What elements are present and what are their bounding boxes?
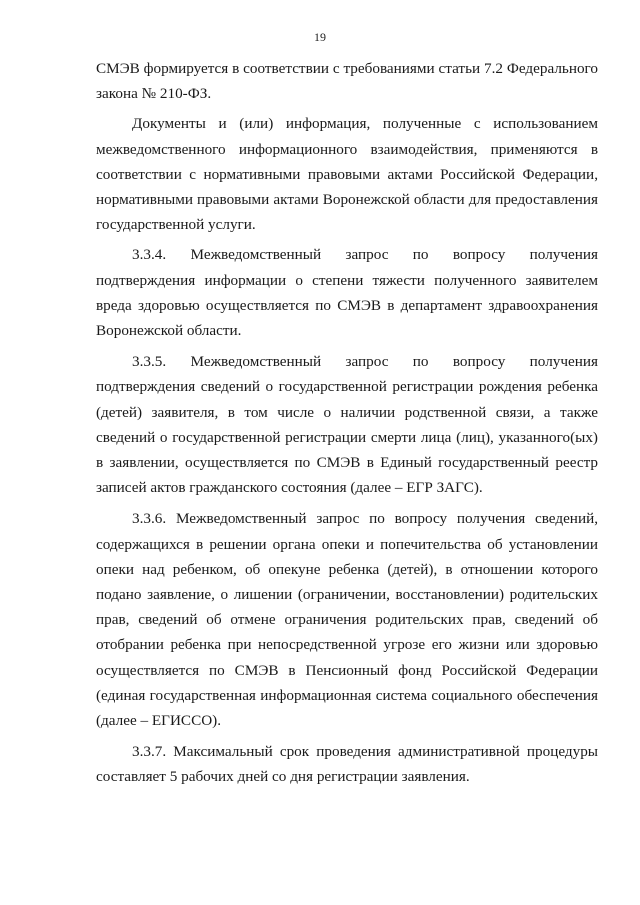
document-body	[96, 56, 598, 790]
page-number: 19	[314, 30, 326, 44]
paragraph-documents-info: Документы и (или) информация, полученные с использованием межведомственного информационного взаимодействия, применяются в соответствии с нормативными правовыми актами Российской Федерации, нормативными правовыми актами Воронежской области для предоставления государственной услуги.	[96, 115, 598, 234]
paragraph-3-3-6: 3.3.6. Межведомственный запрос по вопросу получения сведений, содержащихся в решении органа опеки и попечительства об установлении опеки над ребенком, об опекуне ребенка (детей), в отношении которого подано заявление, о лишении (ограничении, восстановлении) родительских прав, сведений об отмене ограничения родительских прав, сведений об отобрании ребенка при непосредственной угрозе его жизни или здоровью осуществляется по СМЭВ в Пенсионный фонд Российской Федерации (единая государственная информационная система социального обеспечения (далее – ЕГИССО).	[96, 510, 598, 730]
paragraph-3-3-7: 3.3.7. Максимальный срок проведения административной процедуры составляет 5 рабочих дней со дня регистрации заявления.	[96, 743, 598, 786]
paragraph-continuation: СМЭВ формируется в соответствии с требованиями статьи 7.2 Федерального закона № 210-ФЗ.	[96, 60, 598, 103]
paragraph-3-3-5: 3.3.5. Межведомственный запрос по вопросу получения подтверждения сведений о государственной регистрации рождения ребенка (детей) заявителя, в том числе о наличии родственной связи, а также сведений о государственной регистрации смерти лица (лиц), указанного(ых) в заявлении, осуществляется по СМЭВ в Единый государственный реестр записей актов гражданского состояния (далее – ЕГР ЗАГС).	[96, 353, 598, 497]
paragraph-3-3-4: 3.3.4. Межведомственный запрос по вопросу получения подтверждения информации о степени тяжести полученного заявителем вреда здоровью осуществляется по СМЭВ в департамент здравоохранения Воронежской области.	[96, 246, 598, 340]
